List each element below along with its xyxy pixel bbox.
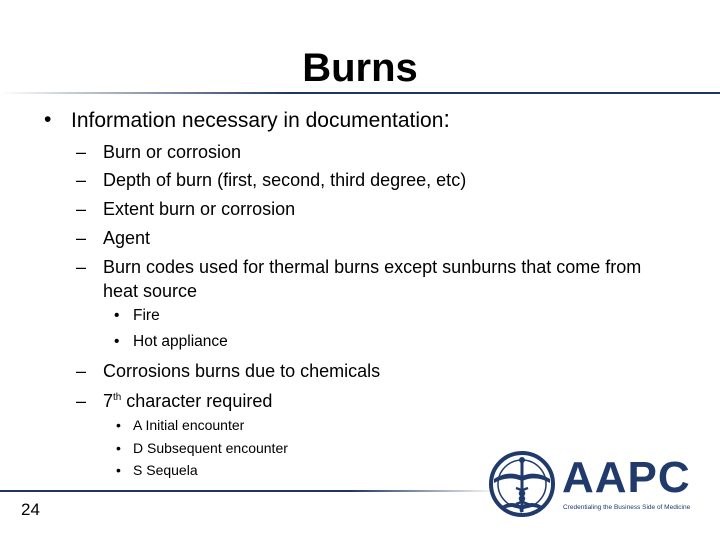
bullet-marker: • [44, 108, 52, 131]
sub-list-item-text: Fire [133, 307, 160, 324]
bullet-marker: • [116, 462, 121, 478]
list-item-text: Agent [103, 228, 151, 248]
sub-list-item-text: A Initial encounter [133, 417, 245, 433]
aapc-logo [488, 446, 693, 522]
dash-marker: – [76, 257, 87, 277]
bullet-marker: • [114, 307, 120, 324]
dash-marker: – [76, 142, 87, 162]
bullet-marker: • [116, 417, 121, 433]
bullet-marker: • [114, 333, 120, 350]
sub-list-item-text: Hot appliance [133, 333, 228, 350]
sub-list-item-text: S Sequela [133, 462, 198, 478]
list-item-text: Corrosions burns due to chemicals [103, 361, 381, 381]
list-item-text: Extent burn or corrosion [103, 199, 296, 219]
list-item-text: Burn or corrosion [103, 142, 242, 162]
dash-marker: – [76, 391, 87, 411]
dash-marker: – [76, 170, 87, 190]
list-item-text: Burn codes used for thermal burns except sunburns that come from heat source [103, 257, 642, 301]
ordinal-superscript: th [113, 392, 122, 404]
list-item-text: character required [121, 391, 273, 411]
logo-wordmark: AAPC [562, 453, 691, 502]
character-number: 7 [103, 391, 114, 411]
dash-marker: – [76, 361, 87, 381]
slide-title: Burns [302, 46, 418, 90]
title-divider [0, 92, 720, 94]
logo-tagline: Credentialing the Business Side of Medicine [563, 504, 691, 511]
page-number: 24 [21, 500, 40, 519]
sub-list-item-text: D Subsequent encounter [133, 440, 288, 456]
bullet-marker: • [116, 440, 121, 456]
dash-marker: – [76, 228, 87, 248]
main-bullet-text: Information necessary in documentation [71, 109, 444, 132]
main-bullet-suffix: : [443, 106, 451, 133]
footer-divider [0, 490, 500, 492]
list-item-text: Depth of burn (first, second, third degree, etc) [103, 170, 467, 190]
caduceus-seal-icon [488, 446, 558, 522]
dash-marker: – [76, 199, 87, 219]
